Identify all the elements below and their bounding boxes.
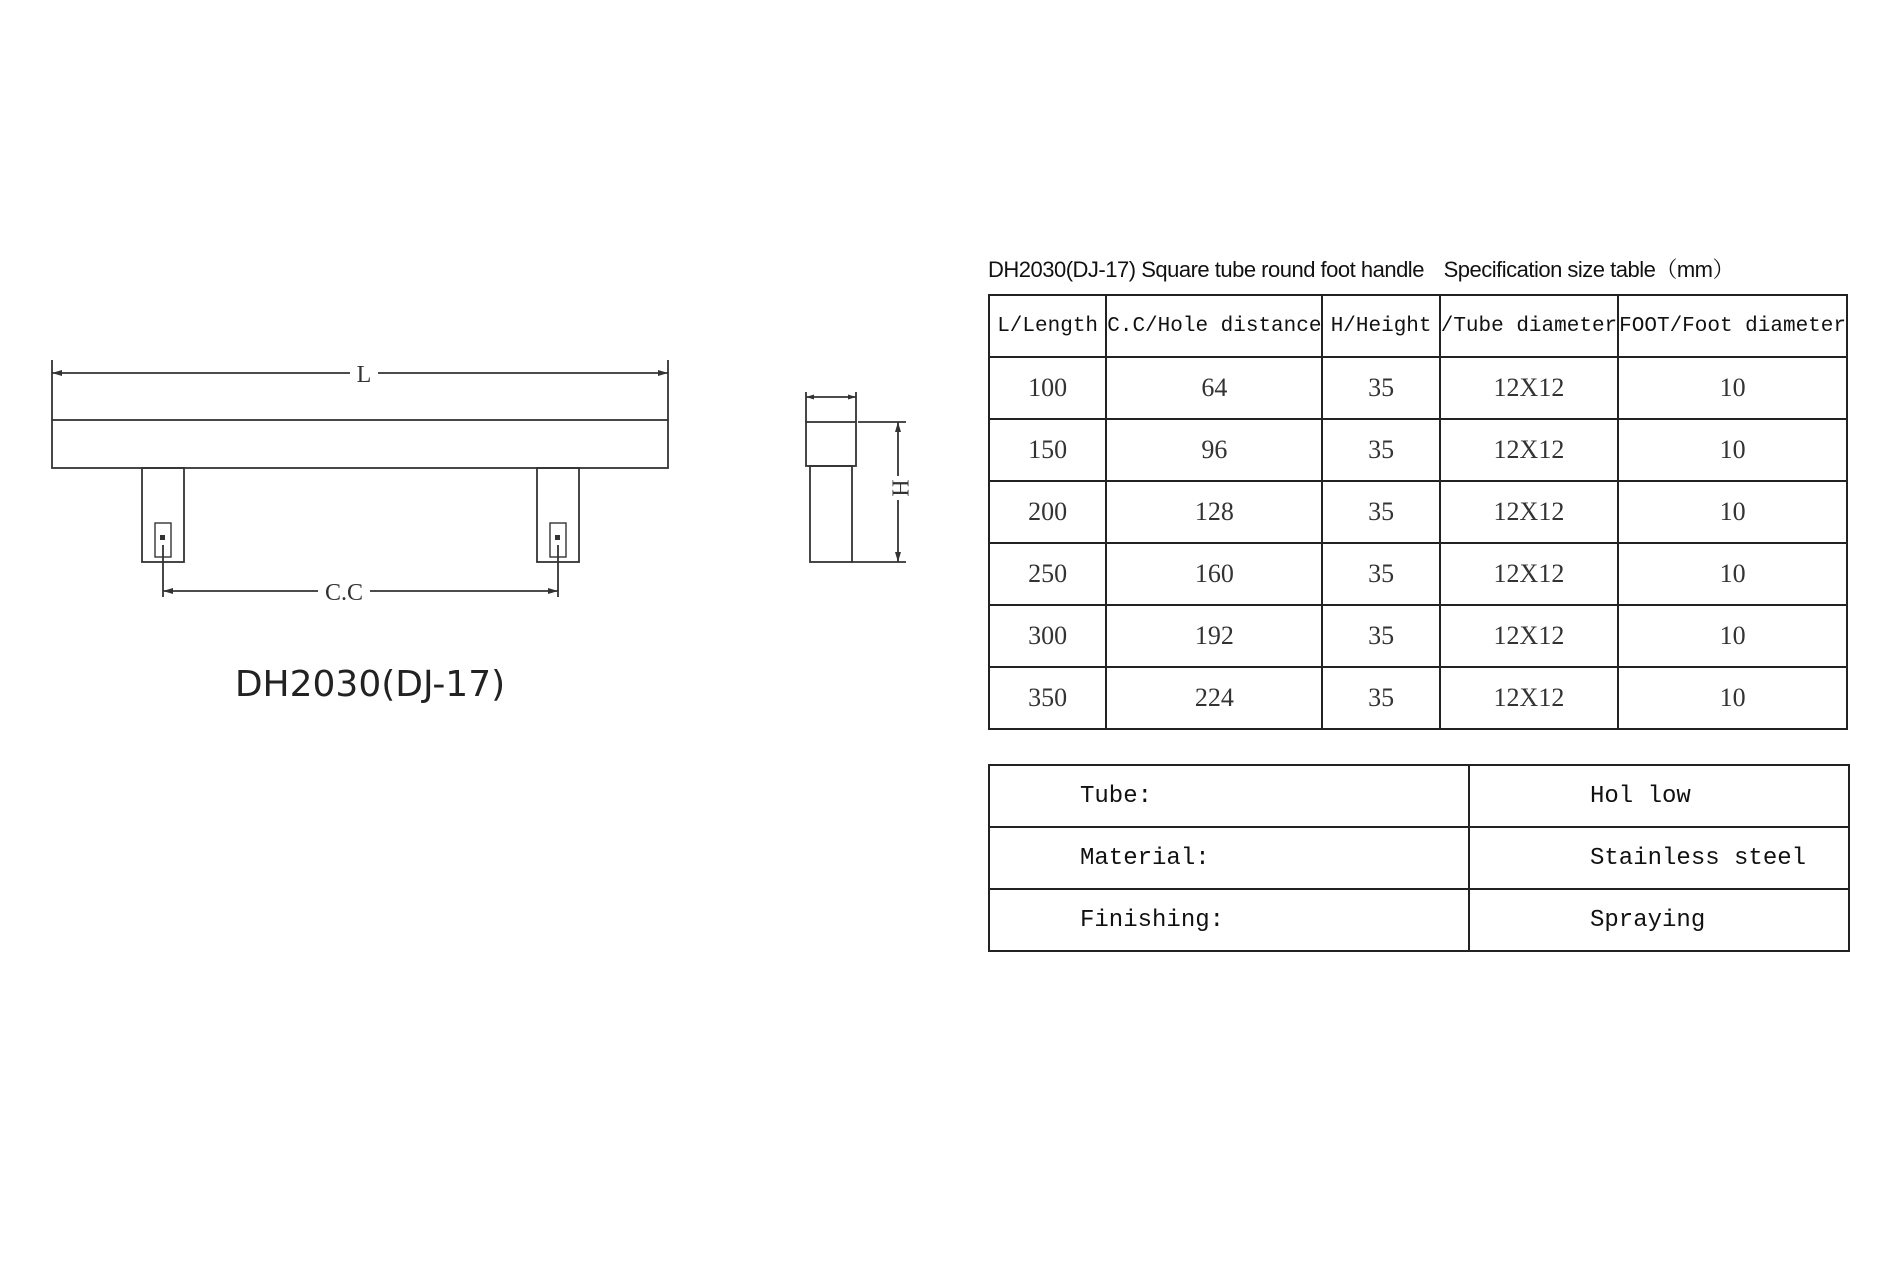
spec-title-model: DH2030(DJ-17) bbox=[988, 257, 1136, 282]
cell-height: 35 bbox=[1322, 481, 1439, 543]
property-key: Finishing: bbox=[989, 889, 1469, 951]
handle-bar-side-view bbox=[806, 422, 856, 466]
property-row-tube bbox=[989, 765, 1849, 827]
property-row-material bbox=[989, 827, 1849, 889]
table-header-row bbox=[989, 295, 1847, 357]
table-row bbox=[989, 357, 1847, 419]
dim-label-height: H bbox=[886, 479, 913, 497]
cell-hole-distance: 160 bbox=[1106, 543, 1322, 605]
dim-label-cc: C.C bbox=[324, 580, 364, 606]
model-label: DH2030(DJ-17) bbox=[234, 664, 506, 705]
cell-tube-diameter: 12X12 bbox=[1440, 543, 1618, 605]
cell-length: 200 bbox=[989, 481, 1106, 543]
specification-size-table bbox=[988, 294, 1848, 730]
cell-length: 100 bbox=[989, 357, 1106, 419]
cell-tube-diameter: 12X12 bbox=[1440, 667, 1618, 729]
cell-height: 35 bbox=[1322, 357, 1439, 419]
header-height: H/Height bbox=[1322, 295, 1439, 357]
cell-foot-diameter: 10 bbox=[1618, 481, 1847, 543]
cell-hole-distance: 224 bbox=[1106, 667, 1322, 729]
header-foot-diameter: FOOT/Foot diameter bbox=[1618, 295, 1847, 357]
spec-title-table: Specification size table（mm） bbox=[1443, 257, 1735, 282]
spec-table-title bbox=[988, 253, 1734, 284]
header-hole-distance: C.C/Hole distance bbox=[1106, 295, 1322, 357]
cell-foot-diameter: 10 bbox=[1618, 667, 1847, 729]
cell-length: 150 bbox=[989, 419, 1106, 481]
cell-foot-diameter: 10 bbox=[1618, 605, 1847, 667]
cell-tube-diameter: 12X12 bbox=[1440, 357, 1618, 419]
header-length: L/Length bbox=[989, 295, 1106, 357]
cell-tube-diameter: 12X12 bbox=[1440, 605, 1618, 667]
header-tube-diameter: /Tube diameter bbox=[1440, 295, 1618, 357]
property-value: Spraying bbox=[1469, 889, 1849, 951]
dim-label-length: L bbox=[356, 362, 372, 388]
handle-foot-side-view bbox=[810, 466, 852, 562]
handle-bar-front-view bbox=[52, 420, 668, 468]
cell-tube-diameter: 12X12 bbox=[1440, 419, 1618, 481]
property-value: Stainless steel bbox=[1469, 827, 1849, 889]
table-row bbox=[989, 605, 1847, 667]
cell-length: 350 bbox=[989, 667, 1106, 729]
cell-hole-distance: 128 bbox=[1106, 481, 1322, 543]
cell-foot-diameter: 10 bbox=[1618, 543, 1847, 605]
cell-length: 250 bbox=[989, 543, 1106, 605]
cell-height: 35 bbox=[1322, 667, 1439, 729]
cell-height: 35 bbox=[1322, 419, 1439, 481]
property-key: Material: bbox=[989, 827, 1469, 889]
table-row bbox=[989, 667, 1847, 729]
cell-foot-diameter: 10 bbox=[1618, 419, 1847, 481]
property-value: Hol low bbox=[1469, 765, 1849, 827]
table-row bbox=[989, 419, 1847, 481]
property-row-finishing bbox=[989, 889, 1849, 951]
cell-foot-diameter: 10 bbox=[1618, 357, 1847, 419]
table-row bbox=[989, 543, 1847, 605]
property-key: Tube: bbox=[989, 765, 1469, 827]
cell-tube-diameter: 12X12 bbox=[1440, 481, 1618, 543]
table-row bbox=[989, 481, 1847, 543]
cell-height: 35 bbox=[1322, 605, 1439, 667]
spec-title-name: Square tube round foot handle bbox=[1141, 257, 1424, 282]
cell-length: 300 bbox=[989, 605, 1106, 667]
cell-hole-distance: 192 bbox=[1106, 605, 1322, 667]
cell-hole-distance: 96 bbox=[1106, 419, 1322, 481]
properties-table bbox=[988, 764, 1850, 952]
cell-height: 35 bbox=[1322, 543, 1439, 605]
cell-hole-distance: 64 bbox=[1106, 357, 1322, 419]
